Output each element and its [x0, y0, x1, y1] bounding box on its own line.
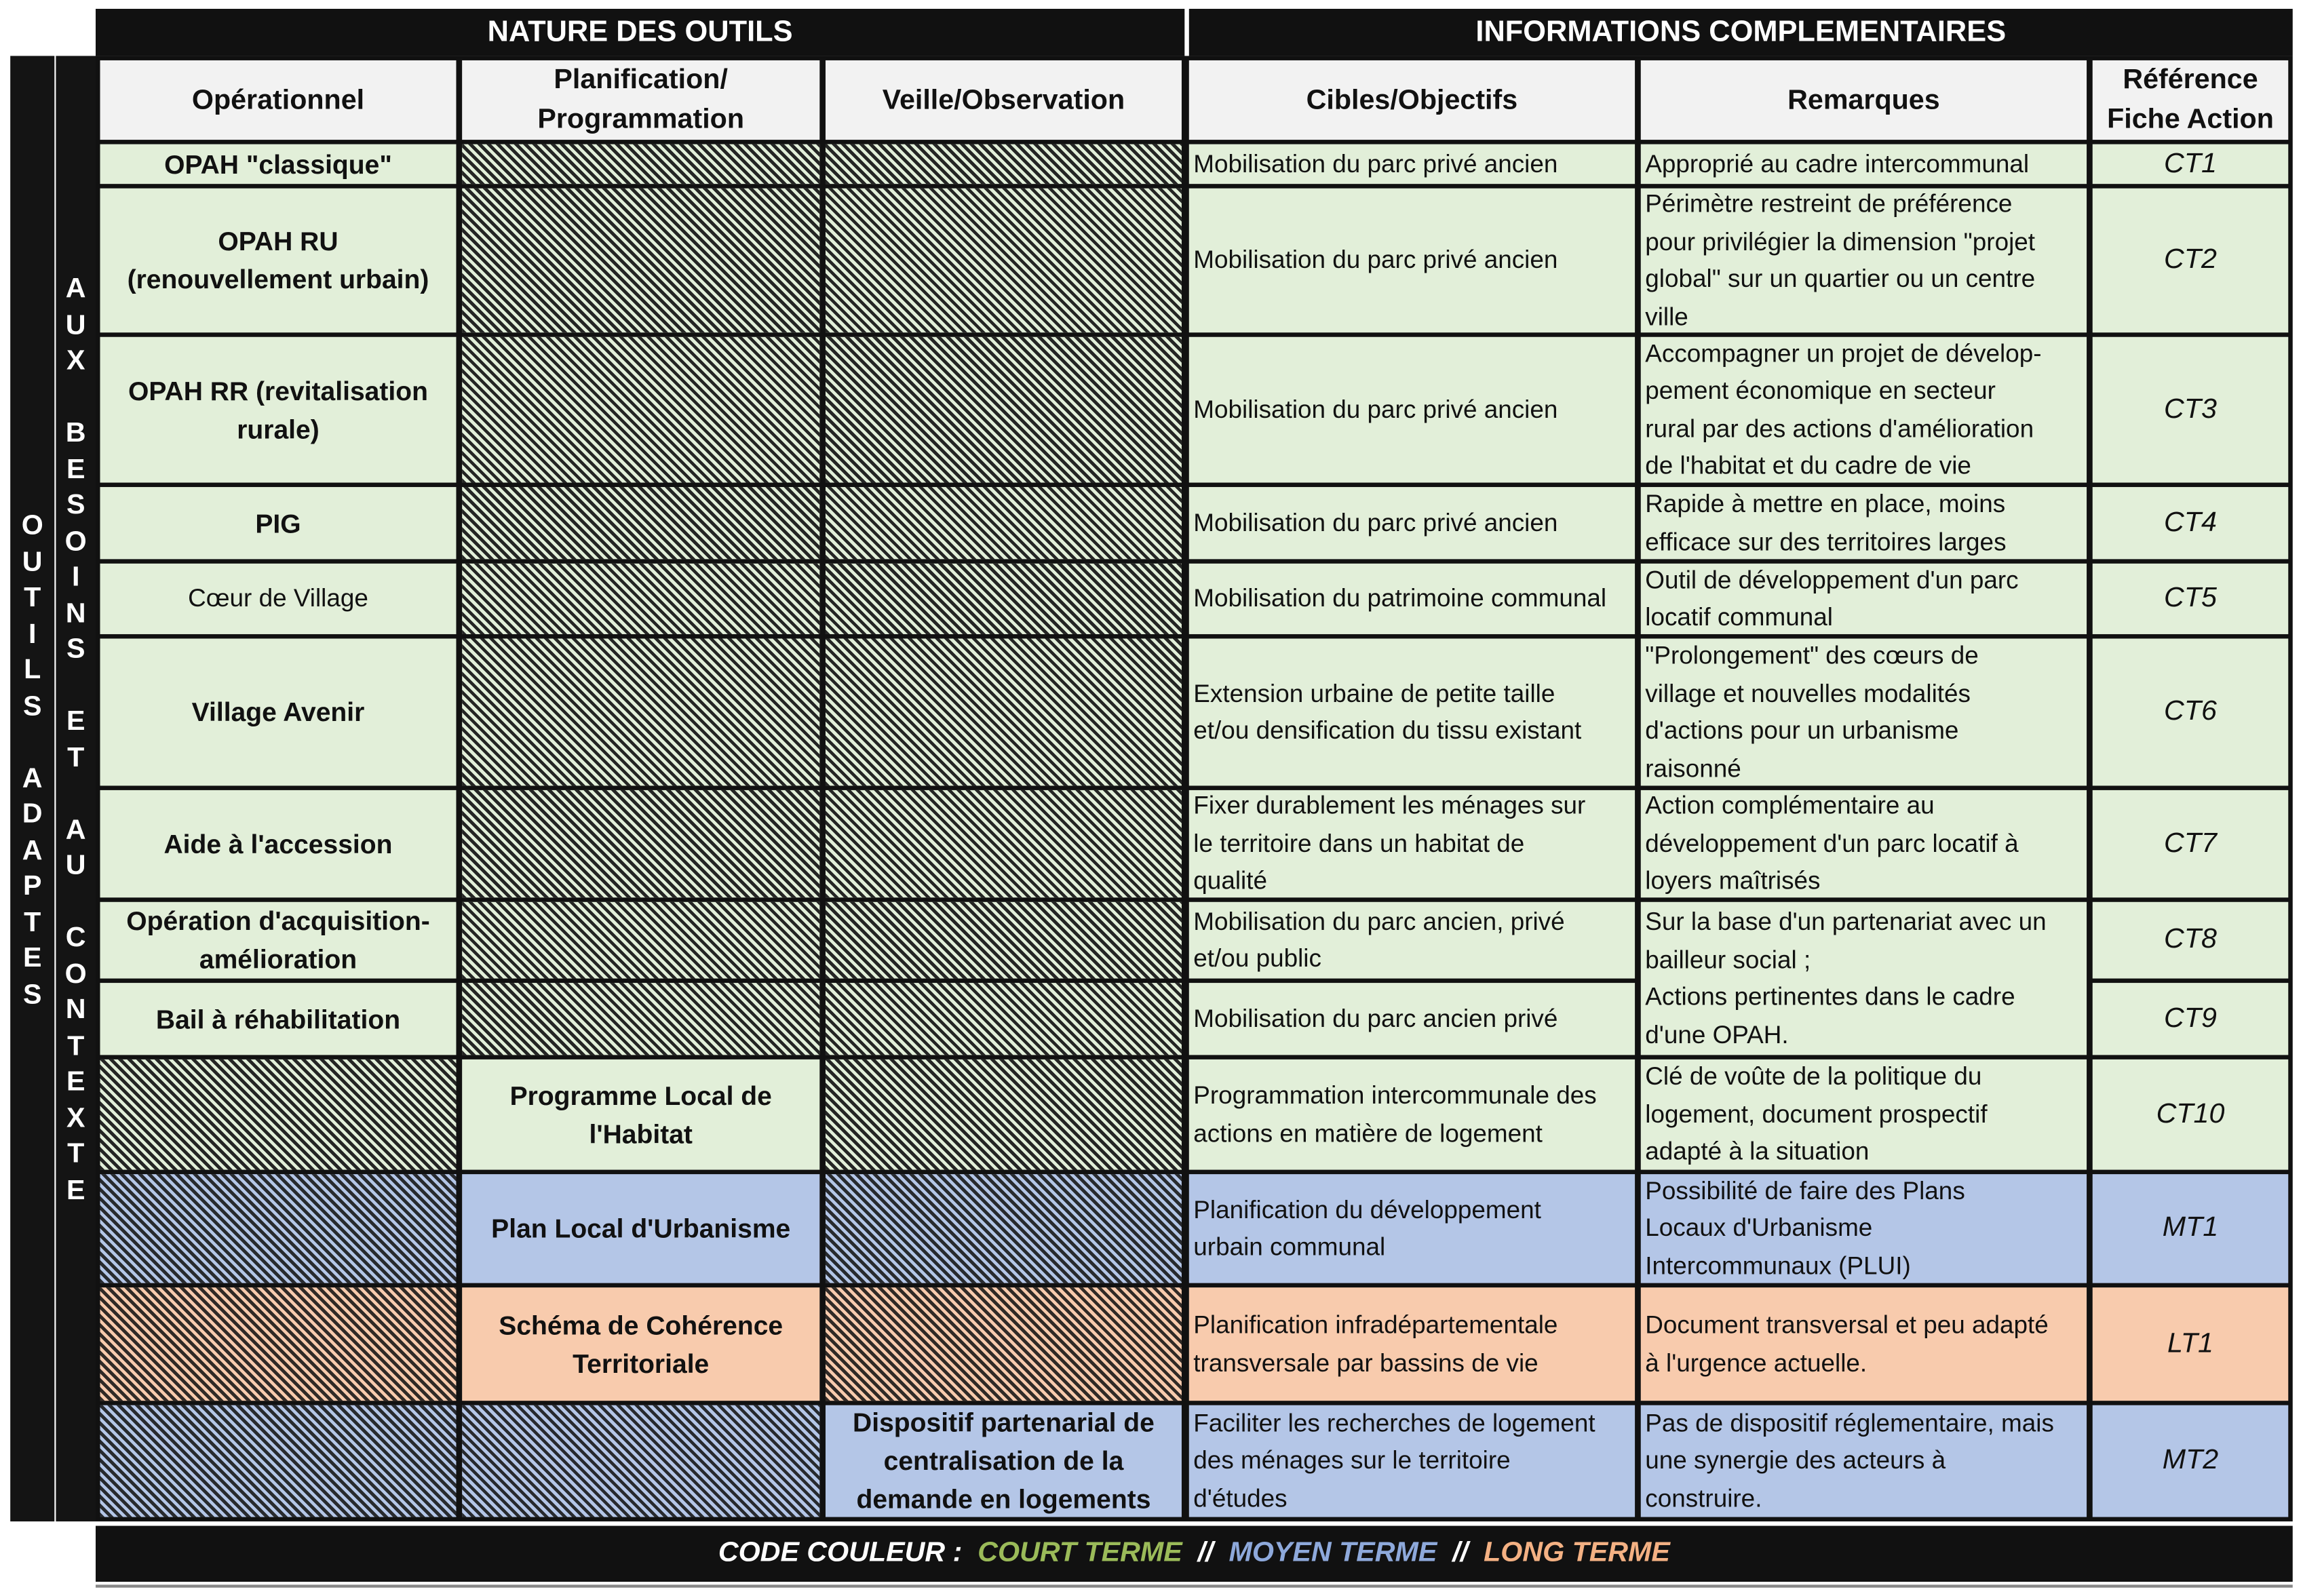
remarque-cell: Clé de voûte de la politique du logement, document prospectif adapté à la situation	[1641, 1059, 2087, 1170]
side-letter: O	[21, 510, 43, 542]
cible-cell: Planification du développement urbain communal	[1189, 1174, 1635, 1283]
tool-cell: Cœur de Village	[100, 564, 457, 634]
side-letter: S	[66, 490, 85, 521]
hatched-cell	[826, 337, 1182, 483]
reference-cell: LT1	[2093, 1287, 2289, 1401]
cible-cell: Extension urbaine de petite taille et/ou densification du tissu existant	[1189, 638, 1635, 785]
reference-cell: CT3	[2093, 337, 2289, 483]
side-letter: I	[28, 619, 37, 650]
hatched-cell	[462, 790, 819, 897]
legend-label: CODE COULEUR :	[718, 1537, 978, 1569]
side-letter: U	[65, 850, 86, 882]
remarque-cell: Approprié au cadre intercommunal	[1641, 144, 2087, 184]
side-letter: S	[22, 979, 42, 1011]
hatched-cell	[462, 144, 819, 184]
tool-cell: OPAH RR (revitalisation rurale)	[100, 337, 457, 483]
cible-cell: Faciliter les recherches de logement des ménages sur le territoire d'études	[1189, 1405, 1635, 1517]
side-letter: A	[65, 814, 86, 846]
tool-cell: Plan Local d'Urbanisme	[462, 1174, 819, 1283]
col-header-veille: Veille/Observation	[826, 60, 1182, 140]
reference-cell: CT4	[2093, 487, 2289, 559]
reference-cell: MT1	[2093, 1174, 2289, 1283]
hatched-cell	[826, 983, 1182, 1055]
reference-cell: CT6	[2093, 638, 2289, 785]
tool-cell: Dispositif partenarial de centralisation de la demande en logements	[826, 1405, 1182, 1517]
side-letter: X	[66, 345, 85, 377]
side-letter: S	[66, 634, 85, 665]
legend-court-terme: COURT TERME	[978, 1537, 1182, 1569]
hatched-cell	[826, 189, 1182, 333]
side-letter: E	[66, 1175, 85, 1206]
hatched-cell	[462, 983, 819, 1055]
side-letter: N	[65, 598, 86, 629]
side-letter: L	[24, 655, 41, 686]
cible-cell: Mobilisation du parc privé ancien	[1189, 337, 1635, 483]
remarque-cell: Pas de dispositif réglementaire, mais une synergie des acteurs à construire.	[1641, 1405, 2087, 1517]
side-letter: T	[67, 1030, 85, 1062]
side-letter: O	[64, 526, 87, 558]
side-letter: A	[22, 835, 43, 866]
remarque-cell: Action complémentaire au développement d'un parc locatif à loyers maîtrisés	[1641, 790, 2087, 897]
side-letter: E	[66, 706, 85, 737]
hatched-cell	[462, 189, 819, 333]
cible-cell: Mobilisation du patrimoine communal	[1189, 564, 1635, 634]
side-label-outils-adaptes	[10, 56, 54, 1521]
cible-cell: Fixer durablement les ménages sur le territoire dans un habitat de qualité	[1189, 790, 1635, 897]
col-header-reference: Référence Fiche Action	[2093, 60, 2289, 140]
side-letter: E	[66, 454, 85, 485]
hatched-cell	[100, 1287, 457, 1401]
tool-cell: Opération d'acquisition- amélioration	[100, 902, 457, 979]
remarque-cell: Accompagner un projet de dévelop- pement économique en secteur rural par des actions d'amélioration de l'habitat et du cadre de vie	[1641, 337, 2087, 483]
legend-separator: //	[1437, 1537, 1484, 1569]
color-code-legend	[96, 1526, 2293, 1582]
cible-cell: Mobilisation du parc privé ancien	[1189, 144, 1635, 184]
hatched-cell	[826, 144, 1182, 184]
side-letter: D	[22, 798, 43, 830]
header-informations-complementaires: INFORMATIONS COMPLEMENTAIRES	[1189, 9, 2293, 56]
reference-cell: CT1	[2093, 144, 2289, 184]
hatched-cell	[462, 337, 819, 483]
side-letter: X	[66, 1102, 85, 1134]
side-letter: A	[65, 273, 86, 305]
hatched-cell	[826, 564, 1182, 634]
hatched-cell	[826, 1174, 1182, 1283]
hatched-cell	[826, 902, 1182, 979]
side-letter: T	[24, 583, 41, 614]
hatched-cell	[462, 1405, 819, 1517]
side-letter: T	[24, 907, 41, 938]
side-letter: P	[22, 871, 42, 902]
hatched-cell	[826, 1059, 1182, 1170]
tool-cell: Bail à réhabilitation	[100, 983, 457, 1055]
side-letter: N	[65, 994, 86, 1026]
hatched-cell	[826, 487, 1182, 559]
side-letter: I	[71, 562, 80, 593]
hatched-cell	[100, 1405, 457, 1517]
side-label-besoins-contexte	[56, 56, 96, 1521]
side-letter: C	[65, 922, 86, 954]
reference-cell: MT2	[2093, 1405, 2289, 1517]
tool-cell: Programme Local de l'Habitat	[462, 1059, 819, 1170]
cible-cell: Mobilisation du parc privé ancien	[1189, 189, 1635, 333]
hatched-cell	[826, 638, 1182, 785]
side-letter: T	[67, 1139, 85, 1170]
tool-cell: OPAH RU (renouvellement urbain)	[100, 189, 457, 333]
side-letter: E	[22, 943, 42, 975]
col-header-planification: Planification/ Programmation	[462, 60, 819, 140]
remarque-cell: Outil de développement d'un parc locatif communal	[1641, 564, 2087, 634]
reference-cell: CT2	[2093, 189, 2289, 333]
side-letter: E	[66, 1066, 85, 1098]
cible-cell: Mobilisation du parc ancien, privé et/ou public	[1189, 902, 1635, 979]
col-header-cibles: Cibles/Objectifs	[1189, 60, 1635, 140]
divider	[96, 1584, 2293, 1587]
cible-cell: Planification infradépartementale transversale par bassins de vie	[1189, 1287, 1635, 1401]
reference-cell: CT5	[2093, 564, 2289, 634]
remarque-cell: Possibilité de faire des Plans Locaux d'Urbanisme Intercommunaux (PLUI)	[1641, 1174, 2087, 1283]
hatched-cell	[462, 902, 819, 979]
side-letter: B	[65, 418, 86, 449]
side-letter: S	[22, 690, 42, 722]
reference-cell: CT9	[2093, 983, 2289, 1055]
side-letter: U	[22, 546, 43, 578]
tools-table	[96, 56, 2293, 1521]
reference-cell: CT7	[2093, 790, 2289, 897]
remarque-cell: Périmètre restreint de préférence pour privilégier la dimension "projet global" sur un quartier ou un centre ville	[1641, 189, 2087, 333]
remarque-cell: Sur la base d'un partenariat avec un bailleur social ; Actions pertinentes dans le cadre d'une OPAH.	[1641, 902, 2087, 1055]
tool-cell: Village Avenir	[100, 638, 457, 785]
hatched-cell	[100, 1174, 457, 1283]
remarque-cell: Rapide à mettre en place, moins efficace sur des territoires larges	[1641, 487, 2087, 559]
side-letter: U	[65, 309, 86, 341]
side-letter: A	[22, 762, 43, 794]
remarque-cell: Document transversal et peu adapté à l'urgence actuelle.	[1641, 1287, 2087, 1401]
header-nature-des-outils: NATURE DES OUTILS	[96, 9, 1184, 56]
tool-cell: Aide à l'accession	[100, 790, 457, 897]
cible-cell: Mobilisation du parc privé ancien	[1189, 487, 1635, 559]
hatched-cell	[100, 1059, 457, 1170]
legend-long-terme: LONG TERME	[1484, 1537, 1670, 1569]
side-letter: T	[67, 742, 85, 773]
col-header-operationnel: Opérationnel	[100, 60, 457, 140]
tool-cell: Schéma de Cohérence Territoriale	[462, 1287, 819, 1401]
reference-cell: CT8	[2093, 902, 2289, 979]
remarque-cell: "Prolongement" des cœurs de village et nouvelles modalités d'actions pour un urbanisme raisonné	[1641, 638, 2087, 785]
hatched-cell	[462, 638, 819, 785]
reference-cell: CT10	[2093, 1059, 2289, 1170]
tool-cell: PIG	[100, 487, 457, 559]
hatched-cell	[826, 1287, 1182, 1401]
cible-cell: Programmation intercommunale des actions en matière de logement	[1189, 1059, 1635, 1170]
tool-cell: OPAH "classique"	[100, 144, 457, 184]
hatched-cell	[462, 564, 819, 634]
hatched-cell	[826, 790, 1182, 897]
legend-separator: //	[1182, 1537, 1229, 1569]
side-letter: O	[64, 958, 87, 990]
hatched-cell	[462, 487, 819, 559]
col-header-remarques: Remarques	[1641, 60, 2087, 140]
cible-cell: Mobilisation du parc ancien privé	[1189, 983, 1635, 1055]
legend-moyen-terme: MOYEN TERME	[1228, 1537, 1437, 1569]
